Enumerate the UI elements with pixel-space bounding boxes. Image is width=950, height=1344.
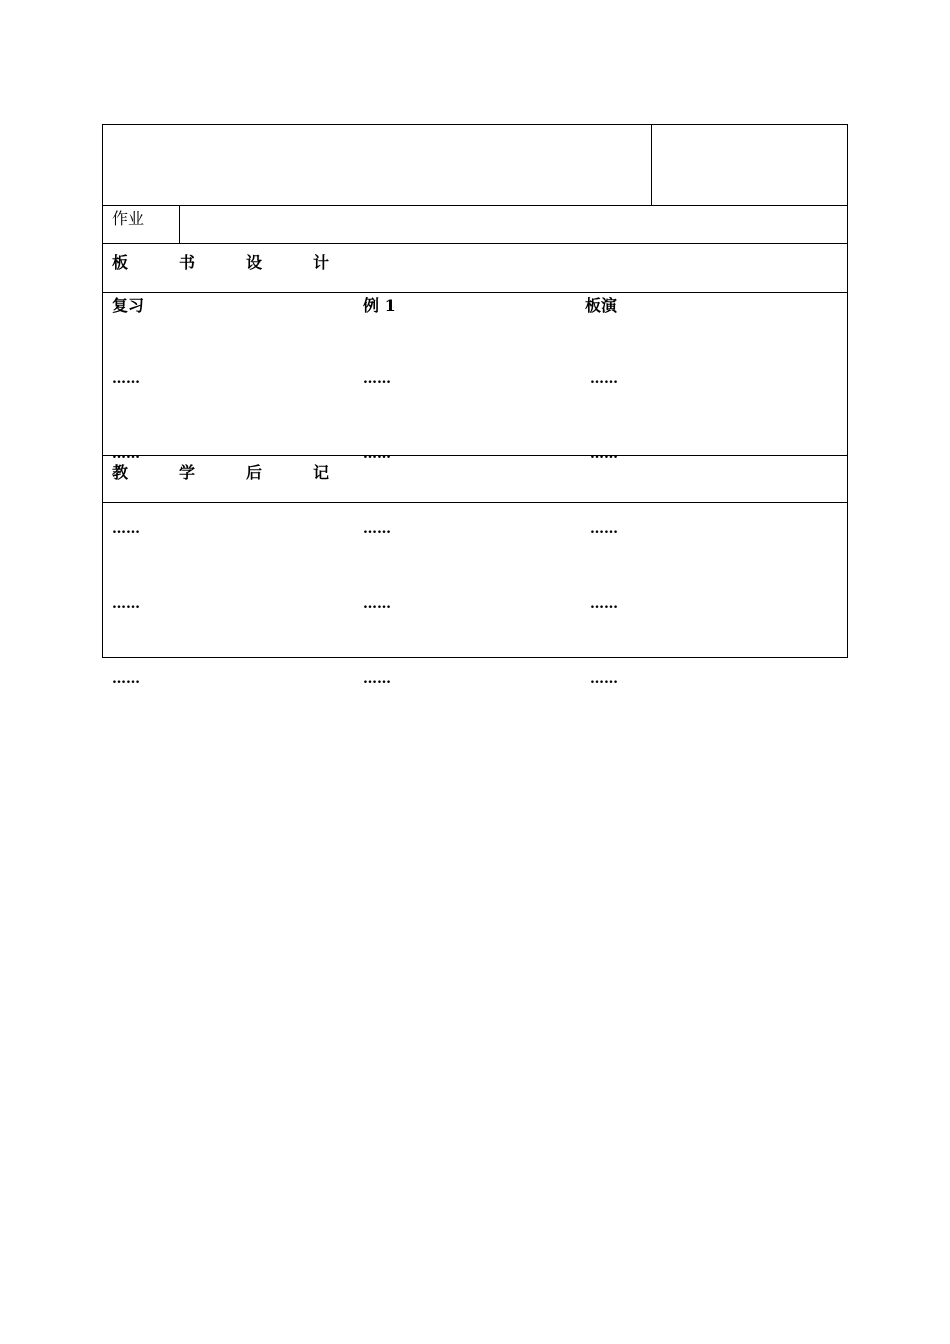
lesson-plan-table	[102, 124, 848, 687]
reflection-heading	[112, 463, 380, 483]
column-review-title: 复习	[112, 296, 145, 315]
reflection-heading-bottom-border	[103, 502, 847, 503]
homework-bottom-border	[103, 243, 847, 244]
list-item: ……	[112, 671, 140, 687]
list-item: ……	[112, 371, 140, 387]
list-item: ……	[363, 446, 391, 462]
list-item: ……	[363, 521, 391, 537]
top-row-divider	[651, 125, 652, 205]
list-item: ……	[363, 596, 391, 612]
reflection-char-3: 后	[246, 463, 263, 482]
board-design-heading	[112, 253, 380, 273]
list-item: ……	[590, 521, 618, 537]
list-item: ……	[590, 671, 618, 687]
column-demo-title: 板演	[585, 296, 618, 315]
board-design-char-4: 计	[313, 253, 330, 272]
column-demo-lines	[590, 317, 618, 742]
column-review-line	[112, 317, 140, 742]
board-design-char-3: 设	[246, 253, 263, 272]
list-item: ……	[112, 446, 140, 462]
list-item: ……	[363, 671, 391, 687]
board-design-char-2: 书	[179, 253, 196, 272]
list-item: ……	[112, 521, 140, 537]
board-content-bottom-border	[103, 455, 847, 456]
column-example-title: 例 1	[363, 296, 396, 315]
homework-label: 作业	[112, 209, 145, 228]
homework-divider	[179, 205, 180, 243]
board-heading-bottom-border	[103, 292, 847, 293]
list-item: ……	[363, 371, 391, 387]
reflection-char-4: 记	[313, 463, 330, 482]
reflection-char-1: 教	[112, 463, 129, 482]
list-item: ……	[590, 596, 618, 612]
column-example-lines	[363, 317, 391, 742]
list-item: ……	[590, 371, 618, 387]
reflection-char-2: 学	[179, 463, 196, 482]
list-item: ……	[112, 596, 140, 612]
board-design-char-1: 板	[112, 253, 129, 272]
list-item: ……	[590, 446, 618, 462]
top-row-bottom-border	[103, 205, 847, 206]
